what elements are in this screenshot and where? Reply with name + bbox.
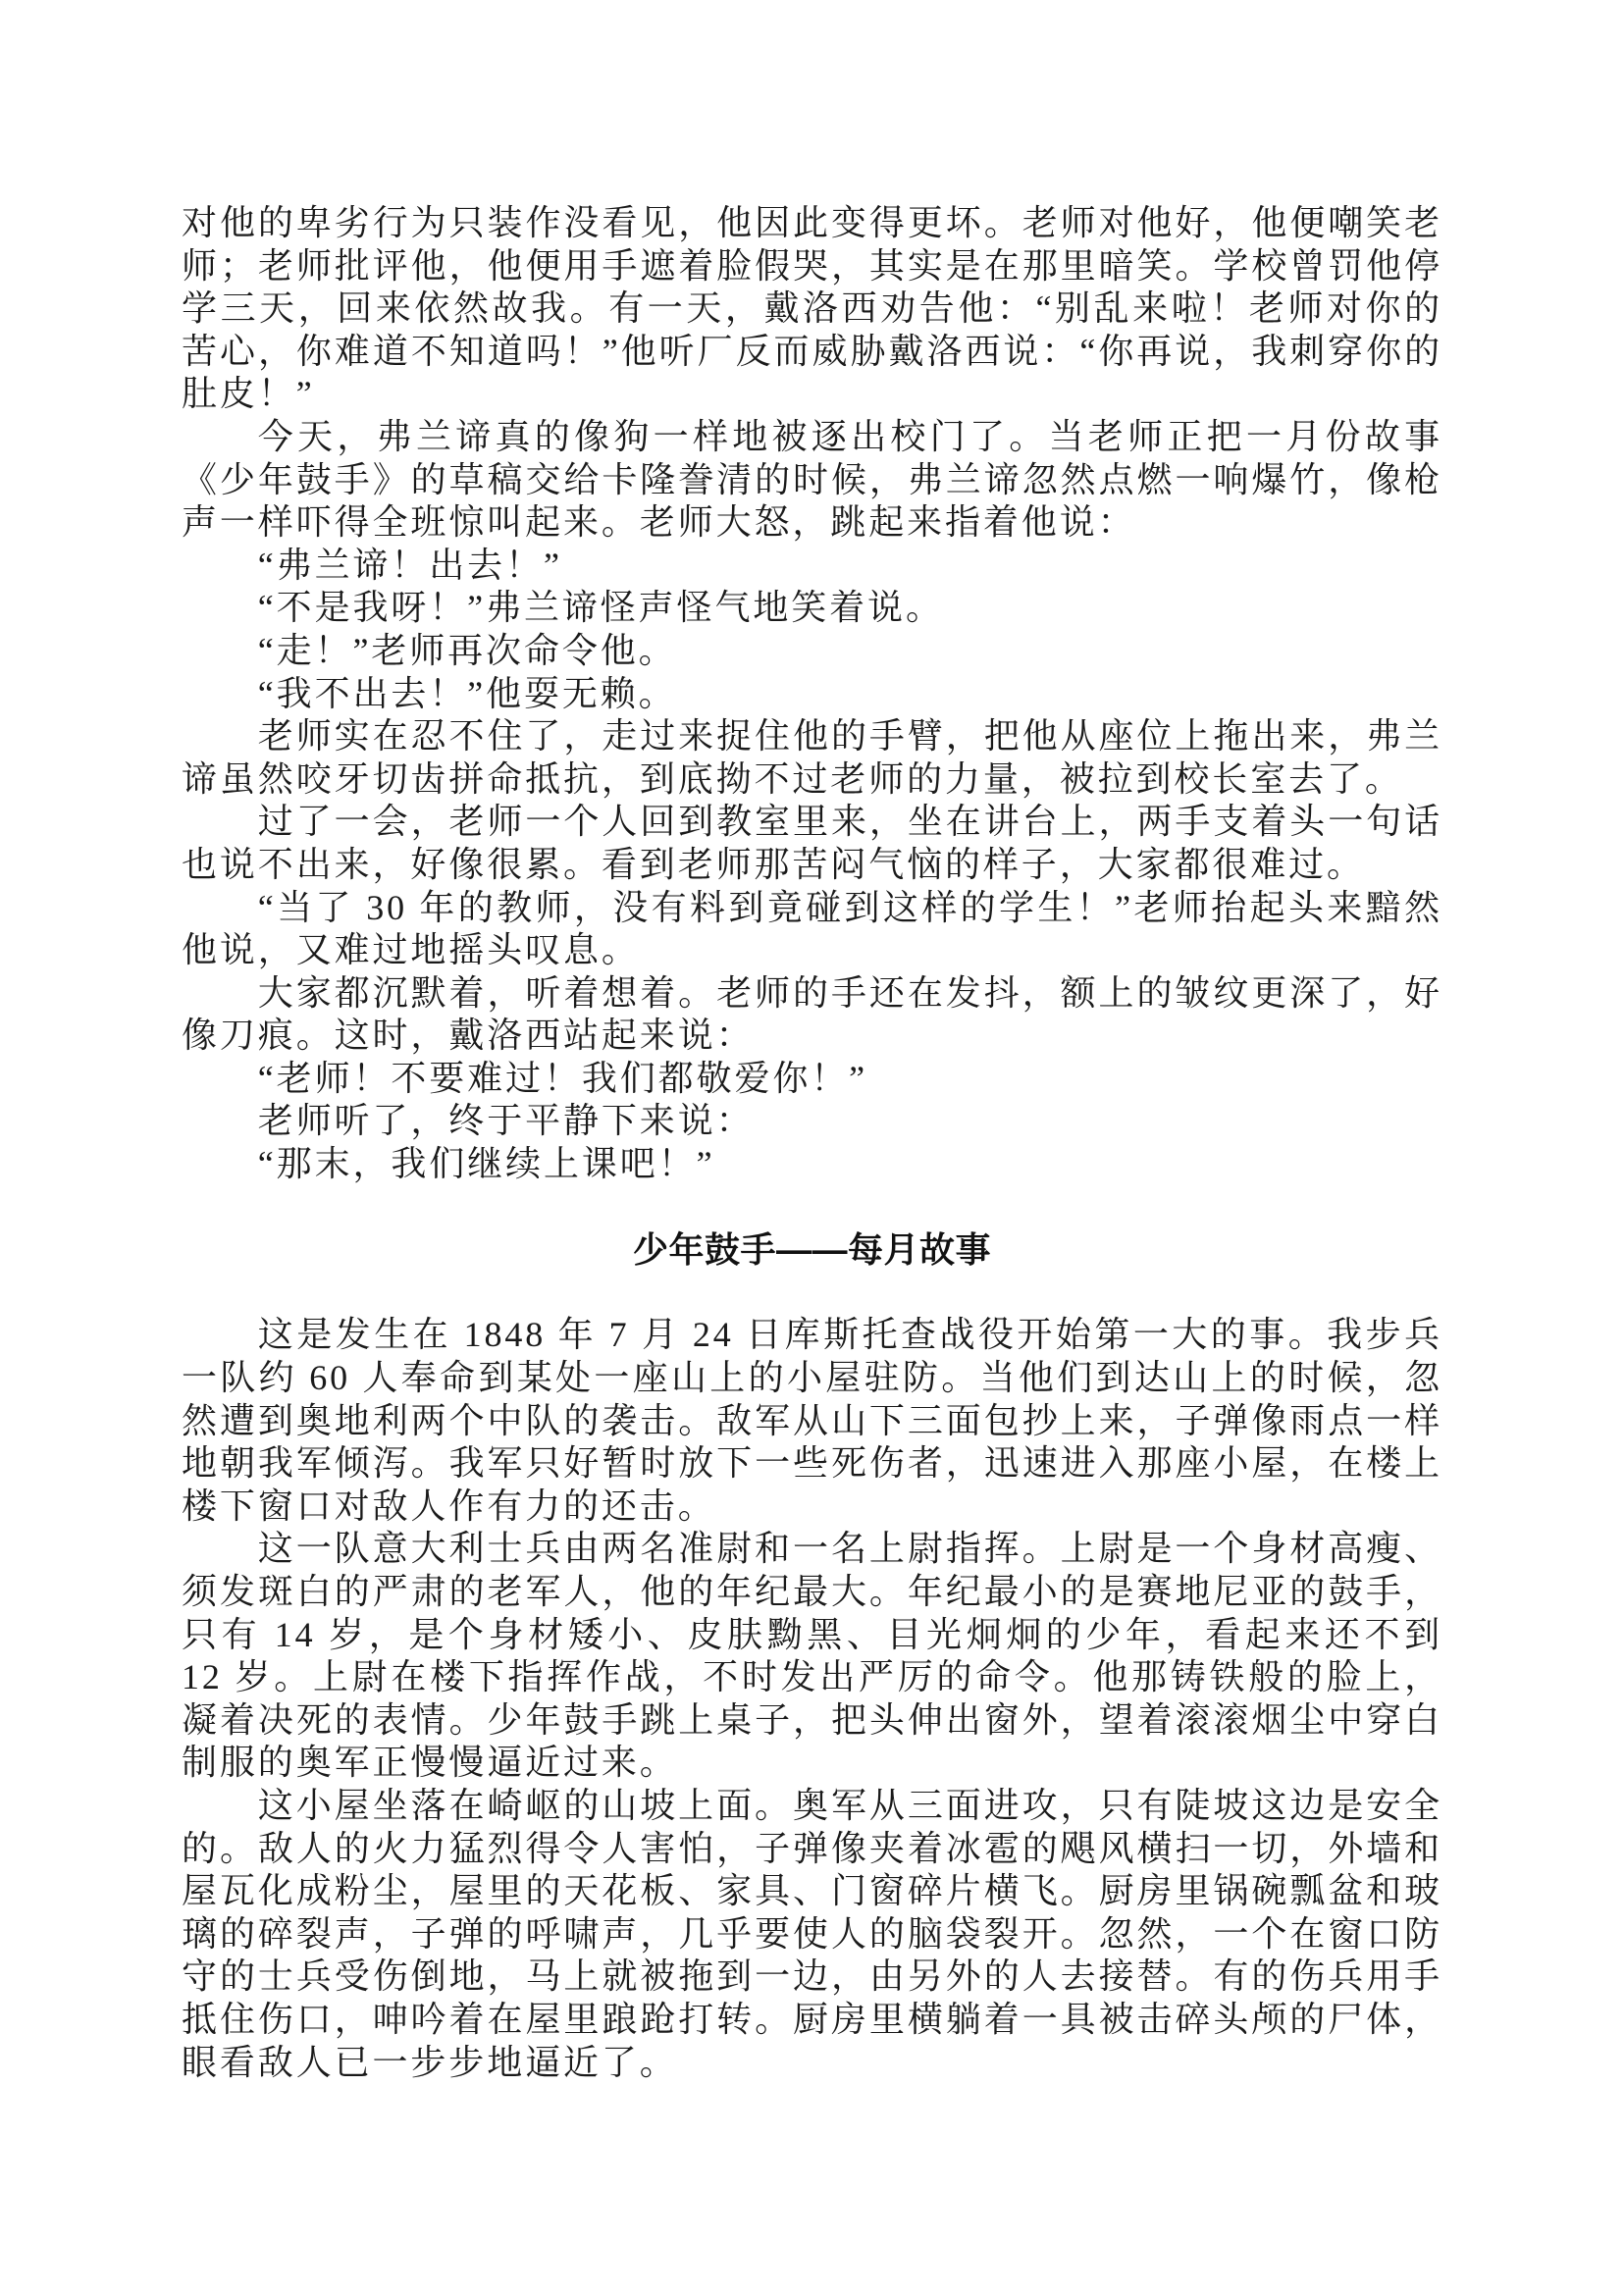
dialogue-line: “弗兰谛！出去！”: [257, 545, 562, 585]
paragraph: 老师实在忍不住了，走过来捉住他的手臂，把他从座位上拖出来，弗兰谛虽然咬牙切齿拼命抵抗，到底拗不过老师的力量，被拉到校长室去了。: [182, 716, 1442, 799]
text-block: [182, 202, 1442, 2084]
paragraph: 这是发生在 1848 年 7 月 24 日库斯托查战役开始第一大的事。我步兵一队约 60 人奉命到某处一座山上的小屋驻防。当他们到达山上的时候，忽然遭到奥地利两个中队的袭击。敌军从山下三面包抄上来，子弹像雨点一样地朝我军倾泻。我军只好暂时放下一些死伤者，迅速进入那座小屋，在楼上楼下窗口对敌人作有力的还击。: [182, 1315, 1442, 1526]
paragraph: 对他的卑劣行为只装作没看见，他因此变得更坏。老师对他好，他便嘲笑老师；老师批评他，他便用手遮着脸假哭，其实是在那里暗笑。学校曾罚他停学三天，回来依然故我。有一天，戴洛西劝告他：“别乱来啦！老师对你的苦心，你难道不知道吗！”他听厂反而威胁戴洛西说：“你再说，我刺穿你的肚皮！”: [182, 203, 1442, 414]
dialogue-line: “不是我呀！”弗兰谛怪声怪气地笑着说。: [257, 588, 944, 628]
paragraph: 这一队意大利士兵由两名准尉和一名上尉指挥。上尉是一个身材高瘦、须发斑白的严肃的老军人，他的年纪最大。年纪最小的是赛地尼亚的鼓手，只有 14 岁，是个身材矮小、皮肤黝黑、目光炯炯的少年，看起来还不到 12 岁。上尉在楼下指挥作战，不时发出严厉的命令。他那铸铁般的脸上，凝着决死的表情。少年鼓手跳上桌子，把头伸出窗外，望着滚滚烟尘中穿白制服的奥军正慢慢逼近过来。: [182, 1529, 1442, 1783]
dialogue-line: “那末，我们继续上课吧！”: [257, 1144, 715, 1184]
paragraph: “当了 30 年的教师，没有料到竟碰到这样的学生！”老师抬起头来黯然他说，又难过地摇头叹息。: [182, 887, 1442, 970]
section-heading: 少年鼓手——每月故事: [632, 1229, 991, 1271]
paragraph: 老师听了，终于平静下来说：: [257, 1101, 755, 1141]
paragraph: 大家都沉默着，听着想着。老师的手还在发抖，额上的皱纹更深了，好像刀痕。这时，戴洛西站起来说：: [182, 972, 1442, 1056]
dialogue-line: “老师！不要难过！我们都敬爱你！”: [257, 1058, 868, 1098]
dialogue-line: “走！”老师再次命令他。: [257, 630, 677, 670]
dialogue-line: “我不出去！”他耍无赖。: [257, 673, 677, 713]
paragraph: 这小屋坐落在崎岖的山坡上面。奥军从三面进攻，只有陡坡这边是安全的。敌人的火力猛烈得令人害怕，子弹像夹着冰雹的飓风横扫一切，外墙和屋瓦化成粉尘，屋里的天花板、家具、门窗碎片横飞。厨房里锅碗瓢盆和玻璃的碎裂声，子弹的呼啸声，几乎要使人的脑袋裂开。忽然，一个在窗口防守的士兵受伤倒地，马上就被拖到一边，由另外的人去接替。有的伤兵用手抵住伤口，呻吟着在屋里踉跄打转。厨房里横躺着一具被击碎头颅的尸体，眼看敌人已一步步地逼近了。: [182, 1785, 1442, 2082]
paragraph: 过了一会，老师一个人回到教室里来，坐在讲台上，两手支着头一句话也说不出来，好像很累。看到老师那苦闷气恼的样子，大家都很难过。: [182, 802, 1442, 884]
paragraph: 今天，弗兰谛真的像狗一样地被逐出校门了。当老师正把一月份故事《少年鼓手》的草稿交给卡隆誊清的时候，弗兰谛忽然点燃一响爆竹，像枪声一样吓得全班惊叫起来。老师大怒，跳起来指着他说：: [182, 416, 1442, 543]
